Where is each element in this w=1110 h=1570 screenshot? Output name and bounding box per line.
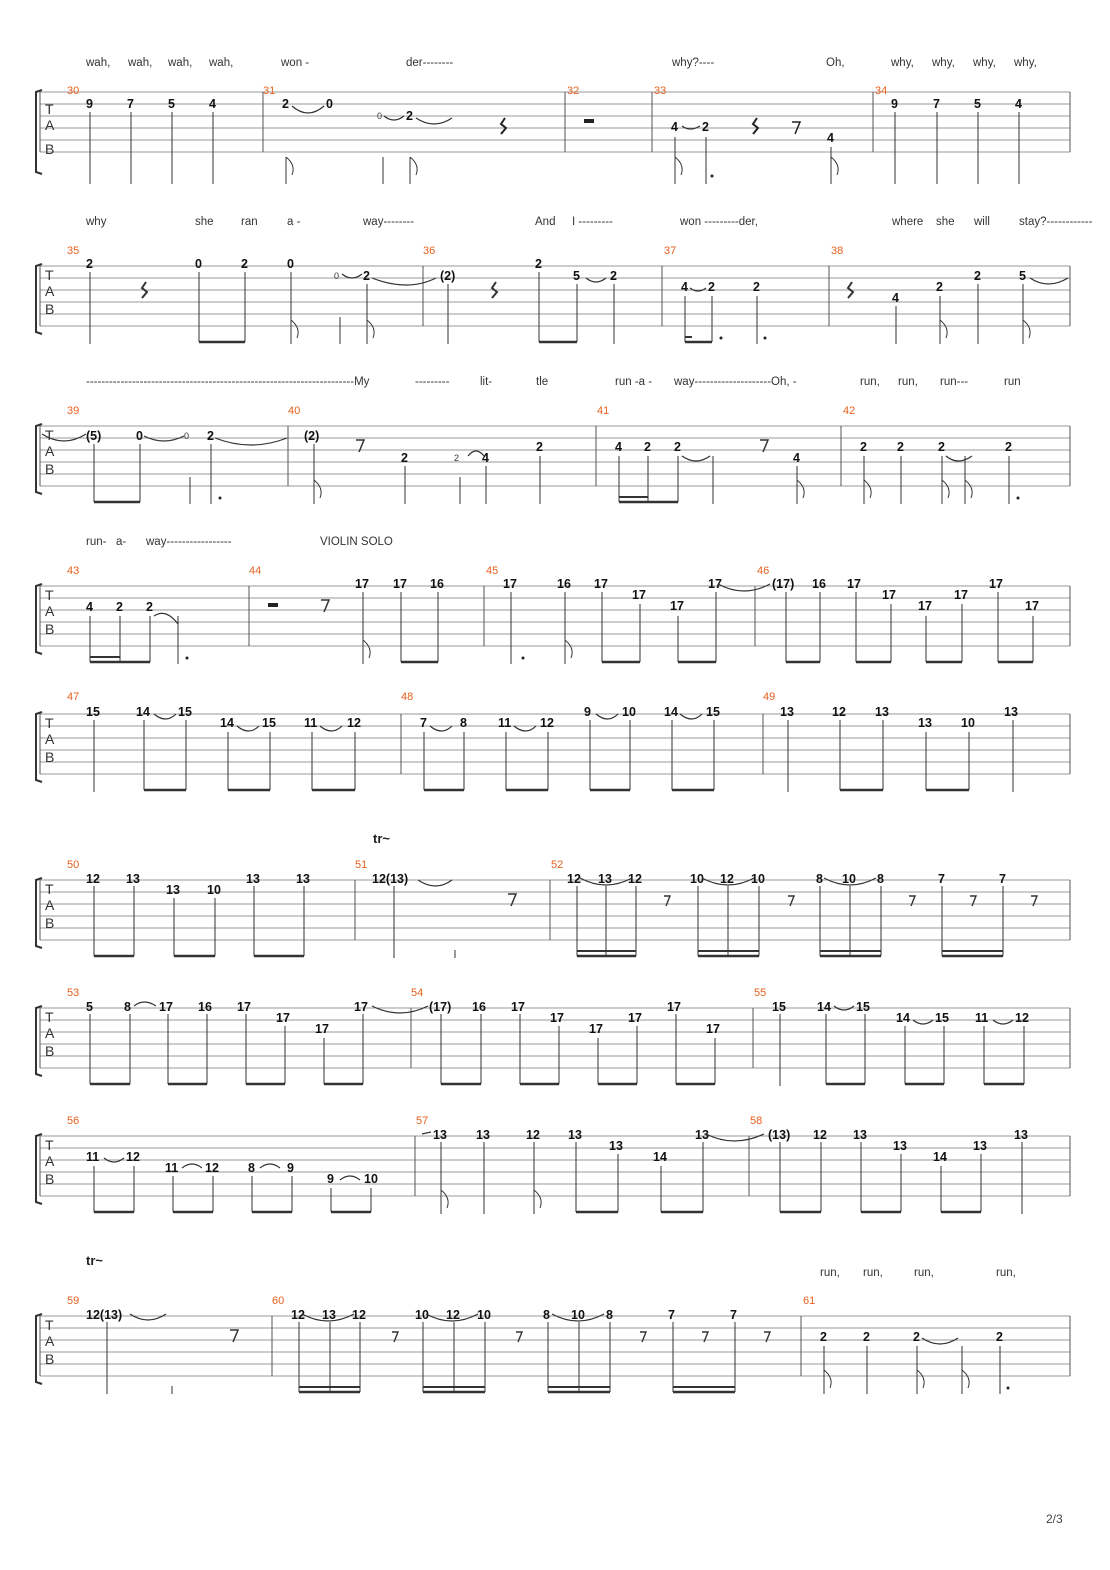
measure-number: 45 xyxy=(486,565,499,577)
fret-number: 4 xyxy=(671,120,678,134)
fret-number: 13 xyxy=(973,1139,987,1153)
measure-number: 47 xyxy=(67,691,80,703)
rests xyxy=(501,118,800,134)
fret-number: 13 xyxy=(875,705,889,719)
fret-number: 17 xyxy=(511,1000,525,1014)
tab-staff xyxy=(0,1112,1110,1222)
fret-number: 13 xyxy=(1014,1128,1028,1142)
fret-number: 15 xyxy=(86,705,100,719)
lyric: --------- xyxy=(415,376,450,388)
fret-number: 15 xyxy=(772,1000,786,1014)
fret-number: 14 xyxy=(664,705,678,719)
lyrics-line xyxy=(0,536,1110,552)
fret-number: 12 xyxy=(720,872,734,886)
fret-number: 2 xyxy=(116,600,123,614)
fret-number: 12 xyxy=(832,705,846,719)
tab-letter-t: T xyxy=(45,587,54,603)
fret-number: 12 xyxy=(86,872,100,886)
fret-number: 14 xyxy=(896,1011,910,1025)
fret-number: 5 xyxy=(974,97,981,111)
measure-number: 56 xyxy=(67,1115,80,1127)
fret-number: 7 xyxy=(933,97,940,111)
fret-number: 4 xyxy=(86,600,93,614)
fret-number: 17 xyxy=(706,1022,720,1036)
fret-number: 4 xyxy=(615,440,622,454)
fret-number: 15 xyxy=(262,716,276,730)
fret-number: 2 xyxy=(897,440,904,454)
lyric: why, xyxy=(973,57,996,69)
fret-number: 4 xyxy=(1015,97,1022,111)
measure-number: 59 xyxy=(67,1295,80,1307)
fret-number: (17) xyxy=(772,577,795,591)
measure-number: 54 xyxy=(411,987,424,999)
fret-number: 0 xyxy=(195,257,202,271)
measure-number: 55 xyxy=(754,987,767,999)
lyric: run xyxy=(1004,376,1021,388)
fret-number: 13 xyxy=(780,705,794,719)
fret-number: 14 xyxy=(136,705,150,719)
fret-number: 2 xyxy=(936,280,943,294)
measure-number: 33 xyxy=(654,85,667,97)
fret-number: 13 xyxy=(126,872,140,886)
fret-number: 17 xyxy=(355,577,369,591)
fret-number: 10 xyxy=(842,872,856,886)
fret-number: 8 xyxy=(816,872,823,886)
fret-number: 5 xyxy=(86,1000,93,1014)
measure-number: 50 xyxy=(67,859,80,871)
fret-number: 2 xyxy=(708,280,715,294)
fret-number: 16 xyxy=(472,1000,486,1014)
fret-number: 17 xyxy=(315,1022,329,1036)
tab-letter-b: B xyxy=(45,749,55,765)
tab-letter-a: A xyxy=(45,603,55,619)
measure-number: 40 xyxy=(288,405,301,417)
fret-number: 2 xyxy=(535,257,542,271)
fret-number: 2 xyxy=(913,1330,920,1344)
tab-staff xyxy=(0,984,1110,1094)
lyric: ----------------------------------------------------------------------My xyxy=(86,376,370,388)
fret-number: 7 xyxy=(938,872,945,886)
fret-number: 14 xyxy=(653,1150,667,1164)
fret-number: 17 xyxy=(354,1000,368,1014)
tab-letter-t: T xyxy=(45,1009,54,1025)
staff-lines xyxy=(40,266,1070,326)
fret-number: 5 xyxy=(1019,269,1026,283)
fret-number: 7 xyxy=(420,716,427,730)
fret-number: 12 xyxy=(352,1308,366,1322)
lyric: run--- xyxy=(940,376,969,388)
lyric: wah, xyxy=(128,57,153,69)
fret-number: 2 xyxy=(702,120,709,134)
fret-number: 17 xyxy=(628,1011,642,1025)
fret-number: 10 xyxy=(622,705,636,719)
measure-number: 46 xyxy=(757,565,770,577)
fret-number: 12 xyxy=(526,1128,540,1142)
grace-note: 0 xyxy=(184,431,190,441)
fret-number: 11 xyxy=(498,716,512,730)
fret-number: 12 xyxy=(291,1308,305,1322)
lyric: ran xyxy=(241,216,258,228)
fret-number: 4 xyxy=(793,451,800,465)
fret-number: 10 xyxy=(571,1308,585,1322)
fret-number: 2 xyxy=(974,269,981,283)
fret-number: 17 xyxy=(632,588,646,602)
trill-mark: tr~ xyxy=(373,831,390,846)
fret-number: 2 xyxy=(996,1330,1003,1344)
measure-number: 58 xyxy=(750,1115,763,1127)
tab-letter-b: B xyxy=(45,915,55,931)
fret-number: 7 xyxy=(999,872,1006,886)
measure-number: 35 xyxy=(67,245,80,257)
fret-number: 17 xyxy=(667,1000,681,1014)
fret-number: 7 xyxy=(668,1308,675,1322)
fret-number: 11 xyxy=(304,716,318,730)
fret-number: 12 xyxy=(1015,1011,1029,1025)
tab-letter-a: A xyxy=(45,897,55,913)
fret-number: 10 xyxy=(961,716,975,730)
fret-number: 2 xyxy=(406,109,413,123)
measure-number: 42 xyxy=(843,405,856,417)
lyric: I --------- xyxy=(572,216,613,228)
fret-number: 17 xyxy=(237,1000,251,1014)
tab-staff xyxy=(0,856,1110,966)
tab-staff xyxy=(0,690,1110,800)
tab-letter-t: T xyxy=(45,1137,54,1153)
lyric: why?---- xyxy=(672,57,715,69)
fret-number: 13 xyxy=(246,872,260,886)
tab-letter-b: B xyxy=(45,1043,55,1059)
lyric: a - xyxy=(287,216,301,228)
fret-number: 12 xyxy=(205,1161,219,1175)
fret-number: 5 xyxy=(168,97,175,111)
tab-letter-a: A xyxy=(45,1333,55,1349)
fret-number: (2) xyxy=(304,429,320,443)
fret-number: 13 xyxy=(609,1139,623,1153)
fret-number: 10 xyxy=(690,872,704,886)
measure-number: 31 xyxy=(263,85,276,97)
measure-number: 53 xyxy=(67,987,80,999)
fret-number: 9 xyxy=(891,97,898,111)
fret-number: 8 xyxy=(877,872,884,886)
measure-number: 51 xyxy=(355,859,368,871)
fret-number: 13 xyxy=(893,1139,907,1153)
measure-number: 39 xyxy=(67,405,80,417)
fret-number: 12 xyxy=(347,716,361,730)
fret-number: (5) xyxy=(86,429,102,443)
fret-number: 2 xyxy=(674,440,681,454)
lyric: run, xyxy=(996,1267,1016,1279)
fret-number: 13 xyxy=(476,1128,490,1142)
fret-number: 17 xyxy=(276,1011,290,1025)
measure-number: 34 xyxy=(875,85,888,97)
fret-number: 12(13) xyxy=(86,1308,123,1322)
lyric: run, xyxy=(860,376,880,388)
measure-number: 36 xyxy=(423,245,436,257)
lyric: stay?------------ xyxy=(1019,216,1093,228)
fret-number: 17 xyxy=(989,577,1003,591)
fret-number: 7 xyxy=(730,1308,737,1322)
fret-number: 17 xyxy=(393,577,407,591)
lyric: why, xyxy=(932,57,955,69)
lyric: lit- xyxy=(480,376,493,388)
lyric: run -a - xyxy=(615,376,653,388)
tab-letter-a: A xyxy=(45,443,55,459)
fret-number: 2 xyxy=(753,280,760,294)
staff-bracket xyxy=(36,264,42,334)
lyric: where xyxy=(892,216,924,228)
fret-number: 8 xyxy=(606,1308,613,1322)
measure-number: 43 xyxy=(67,565,80,577)
fret-number: 17 xyxy=(954,588,968,602)
measure-number: 41 xyxy=(597,405,610,417)
fret-number: 2 xyxy=(938,440,945,454)
staff-bracket xyxy=(36,90,42,174)
measure-number: 52 xyxy=(551,859,564,871)
fret-number: 2 xyxy=(536,440,543,454)
lyric: tle xyxy=(536,376,549,388)
fret-number: (17) xyxy=(429,1000,452,1014)
lyric: why xyxy=(86,216,107,228)
fret-number: 15 xyxy=(935,1011,949,1025)
measure-number: 37 xyxy=(664,245,677,257)
fret-number: 9 xyxy=(86,97,93,111)
fret-number: 13 xyxy=(853,1128,867,1142)
fret-number: 13 xyxy=(166,883,180,897)
fret-number: 17 xyxy=(1025,599,1039,613)
lyric: a- xyxy=(116,536,127,548)
fret-number: 2 xyxy=(241,257,248,271)
tab-letter-b: B xyxy=(45,141,55,157)
lyric: Oh, xyxy=(826,57,845,69)
fret-number: 12(13) xyxy=(372,872,409,886)
tab-letter-b: B xyxy=(45,621,55,637)
fret-number: 2 xyxy=(863,1330,870,1344)
stems xyxy=(90,112,1019,184)
fret-number: 16 xyxy=(812,577,826,591)
lyric: she xyxy=(195,216,214,228)
tab-letter-t: T xyxy=(45,101,54,117)
tab-letter-t: T xyxy=(45,715,54,731)
fret-number: 17 xyxy=(594,577,608,591)
fret-number: 0 xyxy=(326,97,333,111)
fret-number: 4 xyxy=(482,451,489,465)
lyric: why, xyxy=(1014,57,1037,69)
fret-number: 10 xyxy=(415,1308,429,1322)
fret-number: 12 xyxy=(567,872,581,886)
fret-number: 12 xyxy=(628,872,642,886)
lyric: run, xyxy=(820,1267,840,1279)
fret-number: (13) xyxy=(768,1128,791,1142)
lyrics-line xyxy=(0,376,1110,392)
fret-number: 9 xyxy=(327,1172,334,1186)
fret-number: 17 xyxy=(503,577,517,591)
fret-number: 9 xyxy=(287,1161,294,1175)
tab-letter-t: T xyxy=(45,881,54,897)
grace-note: 0 xyxy=(334,271,340,281)
tab-letter-a: A xyxy=(45,731,55,747)
measure-number: 30 xyxy=(67,85,80,97)
tab-letter-b: B xyxy=(45,1351,55,1367)
fret-number: 13 xyxy=(918,716,932,730)
fret-number: 2 xyxy=(1005,440,1012,454)
tab-letter-a: A xyxy=(45,1153,55,1169)
tab-letter-b: B xyxy=(45,461,55,477)
measure-number: 48 xyxy=(401,691,414,703)
tab-staff xyxy=(0,82,1110,192)
fret-number: 13 xyxy=(568,1128,582,1142)
fret-number: 14 xyxy=(933,1150,947,1164)
fret-number: 16 xyxy=(557,577,571,591)
fret-number: 2 xyxy=(860,440,867,454)
staff-lines xyxy=(40,92,1070,152)
lyric: wah, xyxy=(168,57,193,69)
lyric: won ---------der, xyxy=(680,216,758,228)
fret-number: 8 xyxy=(460,716,467,730)
tab-letter-a: A xyxy=(45,1025,55,1041)
fret-number: 2 xyxy=(644,440,651,454)
fret-number: 13 xyxy=(1004,705,1018,719)
fret-number: 11 xyxy=(86,1150,100,1164)
grace-note: 0 xyxy=(377,111,383,121)
lyric: run, xyxy=(898,376,918,388)
fret-number: 17 xyxy=(159,1000,173,1014)
fret-number: 10 xyxy=(477,1308,491,1322)
tab-staff xyxy=(0,242,1110,352)
fret-number: 2 xyxy=(86,257,93,271)
lyrics-line xyxy=(0,57,1110,73)
fret-number: 2 xyxy=(363,269,370,283)
fret-number: 10 xyxy=(364,1172,378,1186)
lyric: wah, xyxy=(209,57,234,69)
lyric: wah, xyxy=(86,57,111,69)
fret-number: 10 xyxy=(207,883,221,897)
page-number: 2/3 xyxy=(1046,1512,1063,1526)
lyric: why, xyxy=(891,57,914,69)
measure-number: 38 xyxy=(831,245,844,257)
lyric: run, xyxy=(914,1267,934,1279)
section-label: VIOLIN SOLO xyxy=(320,536,393,548)
tab-staff xyxy=(0,402,1110,512)
fret-number: 4 xyxy=(827,131,834,145)
fret-number: 15 xyxy=(856,1000,870,1014)
fret-number: 11 xyxy=(975,1011,989,1025)
tab-staff xyxy=(0,1292,1110,1402)
fret-number: 13 xyxy=(433,1128,447,1142)
fret-number: 13 xyxy=(322,1308,336,1322)
measure-number: 60 xyxy=(272,1295,285,1307)
fret-number: 12 xyxy=(813,1128,827,1142)
measure-number: 44 xyxy=(249,565,262,577)
lyric: run, xyxy=(863,1267,883,1279)
fret-number: 13 xyxy=(296,872,310,886)
lyric: way----------------- xyxy=(146,536,232,548)
fret-number: 2 xyxy=(610,269,617,283)
fret-number: 16 xyxy=(430,577,444,591)
fret-number: 14 xyxy=(817,1000,831,1014)
trill-mark: tr~ xyxy=(86,1253,103,1268)
fret-number: 13 xyxy=(598,872,612,886)
fret-number: 2 xyxy=(207,429,214,443)
measure-number: 32 xyxy=(567,85,580,97)
fret-number: 4 xyxy=(892,291,899,305)
barlines xyxy=(263,92,1070,152)
fret-number: 7 xyxy=(127,97,134,111)
fret-number: 15 xyxy=(706,705,720,719)
lyrics-line xyxy=(0,1267,1110,1283)
lyric: way-------- xyxy=(363,216,415,228)
lyric: And xyxy=(535,216,556,228)
tab-letter-t: T xyxy=(45,427,54,443)
fret-number: (2) xyxy=(440,269,456,283)
fret-number: 12 xyxy=(446,1308,460,1322)
fret-number: 5 xyxy=(573,269,580,283)
fret-number: 17 xyxy=(708,577,722,591)
fret-number: 4 xyxy=(681,280,688,294)
fret-number: 17 xyxy=(550,1011,564,1025)
fret-number: 17 xyxy=(589,1022,603,1036)
fret-number: 2 xyxy=(401,451,408,465)
fret-number: 15 xyxy=(178,705,192,719)
tab-letter-a: A xyxy=(45,283,55,299)
fret-number: 0 xyxy=(287,257,294,271)
fret-number: 0 xyxy=(136,429,143,443)
measure-number: 61 xyxy=(803,1295,816,1307)
lyric: way--------------------Oh, - xyxy=(674,376,797,388)
fret-number: 2 xyxy=(820,1330,827,1344)
fret-number: 11 xyxy=(165,1161,179,1175)
fret-number: 17 xyxy=(918,599,932,613)
fret-number: 9 xyxy=(584,705,591,719)
fret-number: 10 xyxy=(751,872,765,886)
measure-number: 49 xyxy=(763,691,776,703)
lyrics-line xyxy=(0,216,1110,232)
fret-number: 12 xyxy=(540,716,554,730)
tab-letter-a: A xyxy=(45,117,55,133)
lyric: won - xyxy=(281,57,310,69)
fret-number: 2 xyxy=(146,600,153,614)
fret-number: 17 xyxy=(882,588,896,602)
fret-number: 2 xyxy=(282,97,289,111)
fret-number: 8 xyxy=(543,1308,550,1322)
fret-number: 17 xyxy=(847,577,861,591)
tab-letter-b: B xyxy=(45,301,55,317)
measure-number: 57 xyxy=(416,1115,429,1127)
tab-letter-b: B xyxy=(45,1171,55,1187)
lyric: der-------- xyxy=(406,57,454,69)
ties xyxy=(292,106,700,129)
fret-number: 4 xyxy=(209,97,216,111)
fret-number: 8 xyxy=(248,1161,255,1175)
lyric: run- xyxy=(86,536,107,548)
lyric: will xyxy=(974,216,990,228)
fret-number: 17 xyxy=(670,599,684,613)
tab-staff xyxy=(0,562,1110,672)
tab-letter-t: T xyxy=(45,1317,54,1333)
fret-number: 13 xyxy=(695,1128,709,1142)
tab-letter-t: T xyxy=(45,267,54,283)
lyric: she xyxy=(936,216,955,228)
fret-number: 14 xyxy=(220,716,234,730)
fret-number: 16 xyxy=(198,1000,212,1014)
fret-number: 8 xyxy=(124,1000,131,1014)
grace-note: 2 xyxy=(454,453,460,463)
fret-number: 12 xyxy=(126,1150,140,1164)
